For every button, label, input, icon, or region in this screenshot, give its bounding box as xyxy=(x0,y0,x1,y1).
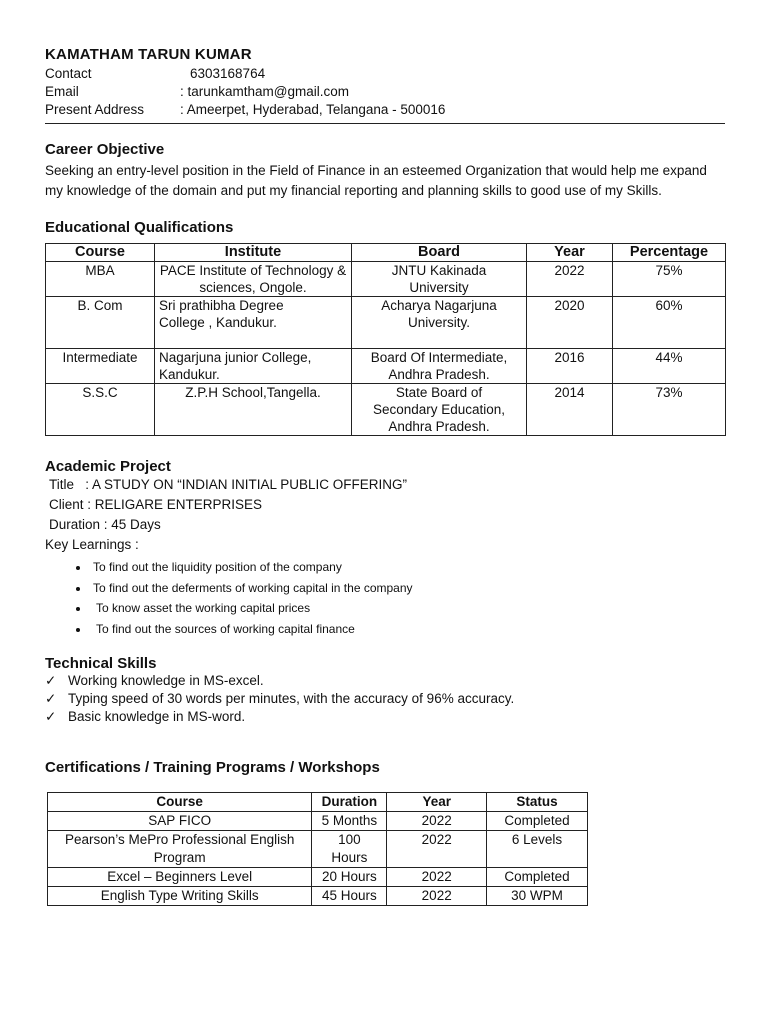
email-label: Email xyxy=(45,84,79,99)
percentage-cell: 75% xyxy=(613,262,726,297)
contact-email: : tarunkamtham@gmail.com xyxy=(180,84,350,99)
education-table xyxy=(45,243,726,436)
board-cell: Acharya Nagarjuna University. xyxy=(352,297,527,349)
board-cell: JNTU Kakinada University xyxy=(352,262,527,297)
project-client-line: Client : RELIGARE ENTERPRISES xyxy=(49,497,263,512)
contact-phone-row xyxy=(45,65,725,83)
resume-page xyxy=(45,46,725,906)
cert-course-cell: Pearson’s MePro Professional English Program xyxy=(48,831,312,868)
course-cell: Intermediate xyxy=(46,349,155,384)
percentage-cell: 44% xyxy=(613,349,726,384)
contact-address-row xyxy=(45,101,725,119)
list-item: • To know asset the working capital prices xyxy=(90,598,725,619)
contact-phone: 6303168764 xyxy=(190,66,266,81)
skill-item xyxy=(45,690,725,708)
career-objective-title: Career Objective xyxy=(45,141,165,158)
checkmark-icon: ✓ xyxy=(45,691,57,706)
checkmark-icon: ✓ xyxy=(45,673,57,688)
table-row xyxy=(48,831,588,868)
cert-status-cell: 6 Levels xyxy=(487,831,588,868)
skill-text: Basic knowledge in MS-word. xyxy=(68,709,246,724)
list-item: • To find out the deferments of working capital in the company xyxy=(90,578,725,599)
education-header-course: Course xyxy=(46,244,155,262)
course-cell: S.S.C xyxy=(46,384,155,436)
year-cell: 2016 xyxy=(527,349,613,384)
table-row xyxy=(46,262,726,297)
percentage-cell: 73% xyxy=(613,384,726,436)
institute-cell: Sri prathibha Degree College , Kandukur. xyxy=(155,297,352,349)
checkmark-icon: ✓ xyxy=(45,709,57,724)
certifications-table xyxy=(47,792,588,906)
education-header-year: Year xyxy=(527,244,613,262)
institute-cell: Z.P.H School,Tangella. xyxy=(155,384,352,436)
certifications-header-row xyxy=(48,793,588,812)
year-cell: 2020 xyxy=(527,297,613,349)
education-header-row xyxy=(46,244,726,262)
board-cell: State Board of Secondary Education, Andhra Pradesh. xyxy=(352,384,527,436)
project-title-line: Title : A STUDY ON “INDIAN INITIAL PUBLIC OFFERING” xyxy=(49,477,408,492)
cert-year-cell: 2022 xyxy=(387,812,487,831)
cert-year-cell: 2022 xyxy=(387,887,487,906)
education-header-percentage: Percentage xyxy=(613,244,726,262)
cert-duration-cell: 20 Hours xyxy=(312,868,387,887)
cert-duration-cell: 45 Hours xyxy=(312,887,387,906)
header-divider xyxy=(45,123,725,124)
table-row xyxy=(48,887,588,906)
course-cell: B. Com xyxy=(46,297,155,349)
cert-header-duration: Duration xyxy=(312,793,387,812)
table-row xyxy=(46,349,726,384)
education-header-institute: Institute xyxy=(155,244,352,262)
table-row xyxy=(48,812,588,831)
cert-course-cell: English Type Writing Skills xyxy=(48,887,312,906)
certifications-title: Certifications / Training Programs / Workshops xyxy=(45,759,380,776)
technical-skills-title: Technical Skills xyxy=(45,655,157,672)
institute-cell: PACE Institute of Technology & sciences, Ongole. xyxy=(155,262,352,297)
academic-project-title: Academic Project xyxy=(45,458,171,475)
cert-header-course: Course xyxy=(48,793,312,812)
table-row xyxy=(48,868,588,887)
cert-status-cell: Completed xyxy=(487,812,588,831)
board-cell: Board Of Intermediate, Andhra Pradesh. xyxy=(352,349,527,384)
table-row xyxy=(46,297,726,349)
contact-address: : Ameerpet, Hyderabad, Telangana - 500016 xyxy=(180,102,446,117)
cert-course-cell: Excel – Beginners Level xyxy=(48,868,312,887)
percentage-cell: 60% xyxy=(613,297,726,349)
education-title: Educational Qualifications xyxy=(45,219,234,236)
career-objective-text: Seeking an entry-level position in the Field of Finance in an esteemed Organization that would help me expand my knowledge of the domain and put my financial reporting and planning skills to good use of my Skills. xyxy=(45,163,707,198)
candidate-name: KAMATHAM TARUN KUMAR xyxy=(45,46,252,63)
address-label: Present Address xyxy=(45,102,145,117)
cert-duration-cell: 5 Months xyxy=(312,812,387,831)
cert-header-status: Status xyxy=(487,793,588,812)
key-learnings-list xyxy=(45,557,725,639)
table-row xyxy=(46,384,726,436)
cert-status-cell: 30 WPM xyxy=(487,887,588,906)
cert-course-cell: SAP FICO xyxy=(48,812,312,831)
course-cell: MBA xyxy=(46,262,155,297)
cert-status-cell: Completed xyxy=(487,868,588,887)
cert-duration-cell: 100 Hours xyxy=(312,831,387,868)
list-item: • To find out the liquidity position of the company xyxy=(90,557,725,578)
contact-label: Contact xyxy=(45,66,92,81)
key-learnings-label: Key Learnings : xyxy=(45,537,139,552)
cert-year-cell: 2022 xyxy=(387,831,487,868)
skill-text: Working knowledge in MS-excel. xyxy=(68,673,264,688)
year-cell: 2022 xyxy=(527,262,613,297)
list-item: • To find out the sources of working capital finance xyxy=(90,619,725,640)
cert-year-cell: 2022 xyxy=(387,868,487,887)
education-header-board: Board xyxy=(352,244,527,262)
institute-cell: Nagarjuna junior College, Kandukur. xyxy=(155,349,352,384)
skill-text: Typing speed of 30 words per minutes, with the accuracy of 96% accuracy. xyxy=(68,691,515,706)
year-cell: 2014 xyxy=(527,384,613,436)
cert-header-year: Year xyxy=(387,793,487,812)
skill-item xyxy=(45,708,725,726)
skill-item xyxy=(45,672,725,690)
project-duration-line: Duration : 45 Days xyxy=(49,517,161,532)
contact-email-row xyxy=(45,83,725,101)
